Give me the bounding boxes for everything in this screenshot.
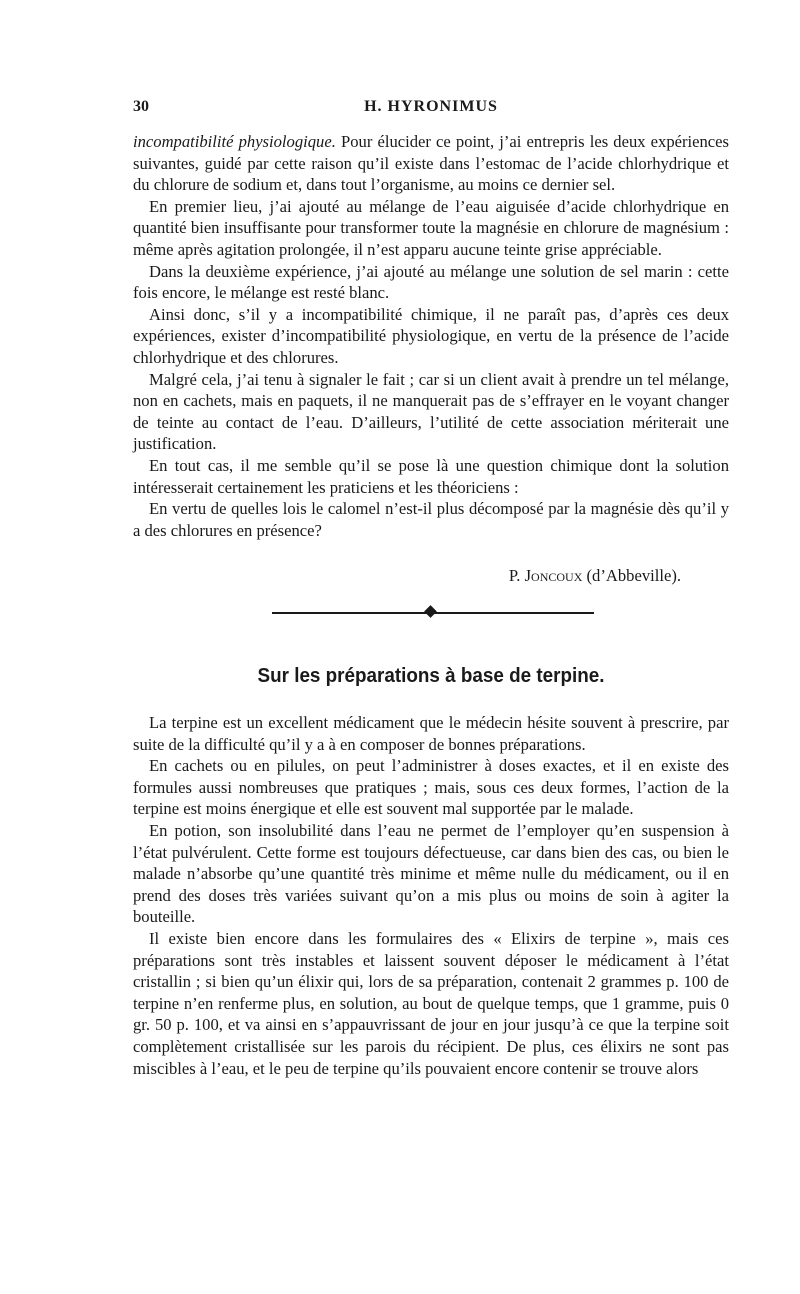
running-header [133, 98, 729, 120]
article-paragraph-2: En cachets ou en pilules, on peut l’administrer à doses exactes, et il en existe des formules aussi nombreuses que pratiques ; mais, sous ces deux formes, l’action de la terpine est moins énergique et elle est souvent mal supportée par le malade. [133, 756, 729, 819]
letter-paragraph-7: En vertu de quelles lois le calomel n’est-il plus décomposé par la magnésie dès qu’il y a des chlorures en présence? [133, 499, 729, 540]
signature [133, 566, 681, 586]
article-paragraph-1: La terpine est un excellent médicament que le médecin hésite souvent à prescrire, par suite de la difficulté qu’il y a à en composer de bonnes préparations. [133, 713, 729, 754]
letter-paragraph-4: Ainsi donc, s’il y a incompatibilité chimique, il ne paraît pas, d’après ces deux expériences, exister d’incompatibilité physiologique, en vertu de la présence de l’acide chlorhydrique et des chlorures. [133, 304, 729, 367]
article-paragraph-3: En potion, son insolubilité dans l’eau ne permet de l’employer qu’en suspension à l’état pulvérulent. Cette forme est toujours défectueuse, car dans bien des cas, ou bien le malade n’absorbe qu’une quantité très minime et même nulle du médicament, ou il en prend des doses très variées suivant qu’on a mis plus ou moins de soin à agiter la bouteille. [133, 820, 729, 927]
article-title: Sur les préparations à base de terpine. [257, 664, 605, 687]
letter-paragraph-6: En tout cas, il me semble qu’il se pose là une question chimique dont la solution intéresserait certainement les praticiens et les théoriciens : [133, 455, 729, 497]
section-separator [272, 606, 594, 620]
article-body [133, 712, 729, 1079]
header-author: H. HYRONIMUS [364, 98, 498, 115]
letter-paragraph-2: En premier lieu, j’ai ajouté au mélange de l’eau aiguisée d’acide chlorhydrique en quantité bien insuffisante pour transformer toute la magnésie en chlorure de magnésium : même après agitation prolongée, il n’est apparu aucune teinte grise appréciable. [133, 196, 729, 259]
letter-paragraph-5: Malgré cela, j’ai tenu à signaler le fait ; car si un client avait à prendre un tel mélange, non en cachets, mais en paquets, il ne manquerait pas de s’effrayer en le voyant changer de teinte au contact de l’eau. D’ailleurs, l’utilité de cette association mériterait une justification. [133, 369, 729, 454]
letter-paragraph-1-text: Pour élucider ce point, j’ai entrepris les deux expériences suivantes, guidé par cette raison qu’il existe dans l’estomac de l’acide chlorhydrique et du chlorure de sodium et, dans tout l’organisme, au moins ce dernier sel. [133, 132, 729, 195]
signature-place: (d’Abbeville). [586, 566, 681, 585]
article-paragraph-4: Il existe bien encore dans les formulaires des « Elixirs de terpine », mais ces préparations sont très instables et laissent souvent déposer le médicament à l’état cristallin ; si bien qu’un élixir qui, lors de sa préparation, contenait 2 grammes p. 100 de terpine n’en renferme plus, en solution, au bout de quelque temps, que 1 gramme, puis 0 gr. 50 p. 100, et va ainsi en s’appauvrissant de jour en jour jusqu’à ce que la terpine soit complètement cristallisée sur les parois du récipient. De plus, ces élixirs ne sont pas miscibles à l’eau, et le peu de terpine qu’ils pouvaient encore contenir se trouve alors [133, 928, 729, 1078]
letter-body [133, 131, 729, 541]
signature-initial: P. [508, 566, 521, 585]
italic-phrase: incompatibilité physiologique. [133, 132, 336, 151]
page-number: 30 [133, 98, 149, 115]
diamond-ornament-icon [424, 605, 437, 618]
letter-paragraph-1 [133, 131, 729, 196]
letter-paragraph-3: Dans la deuxième expérience, j’ai ajouté au mélange une solution de sel marin : cette fois encore, le mélange est resté blanc. [133, 261, 729, 303]
signature-name: Joncoux [524, 566, 583, 585]
